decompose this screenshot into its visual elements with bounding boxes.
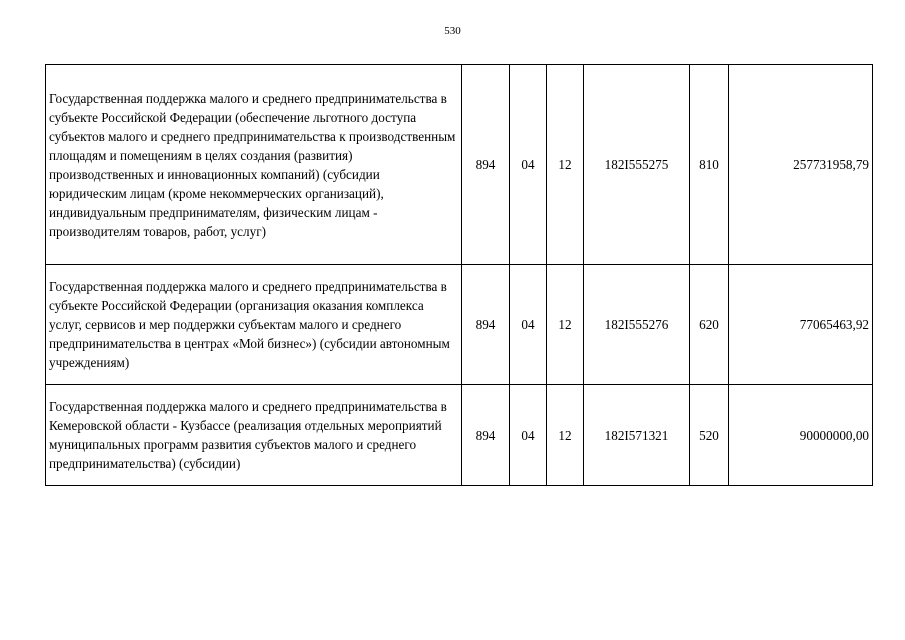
row-ved-code: 894 [462,65,510,265]
row-ved-code: 894 [462,385,510,486]
table-row [46,265,873,385]
budget-table [45,64,873,486]
row-target-article-code: 182I571321 [584,385,690,486]
row-subsection-code: 12 [547,265,584,385]
row-amount: 257731958,79 [729,65,873,265]
row-expense-type-code: 620 [690,265,729,385]
page-number: 530 [444,25,461,37]
row-description: Государственная поддержка малого и среднего предпринимательства в субъекте Российской Федерации (организация оказания комплекса услуг, сервисов и мер поддержки субъектам малого и среднего предпринимательства в центрах «Мой бизнес») (субсидии автономным учреждениям) [46,265,462,385]
row-subsection-code: 12 [547,385,584,486]
row-target-article-code: 182I555276 [584,265,690,385]
row-section-code: 04 [510,265,547,385]
table-row [46,65,873,265]
table-row [46,385,873,486]
row-expense-type-code: 520 [690,385,729,486]
row-ved-code: 894 [462,265,510,385]
row-target-article-code: 182I555275 [584,65,690,265]
row-expense-type-code: 810 [690,65,729,265]
row-description: Государственная поддержка малого и среднего предпринимательства в субъекте Российской Федерации (обеспечение льготного доступа субъектов малого и среднего предпринимательства к производственным площадям и помещениям в целях создания (развития) производственных и инновационных компаний) (субсидии юридическим лицам (кроме некоммерческих организаций), индивидуальным предпринимателям, физическим лицам - производителям товаров, работ, услуг) [46,65,462,265]
row-section-code: 04 [510,65,547,265]
row-description: Государственная поддержка малого и среднего предпринимательства в Кемеровской области - Кузбассе (реализация отдельных мероприятий муниципальных программ развития субъектов малого и среднего предпринимательства) (субсидии) [46,385,462,486]
row-section-code: 04 [510,385,547,486]
row-subsection-code: 12 [547,65,584,265]
row-amount: 77065463,92 [729,265,873,385]
row-amount: 90000000,00 [729,385,873,486]
